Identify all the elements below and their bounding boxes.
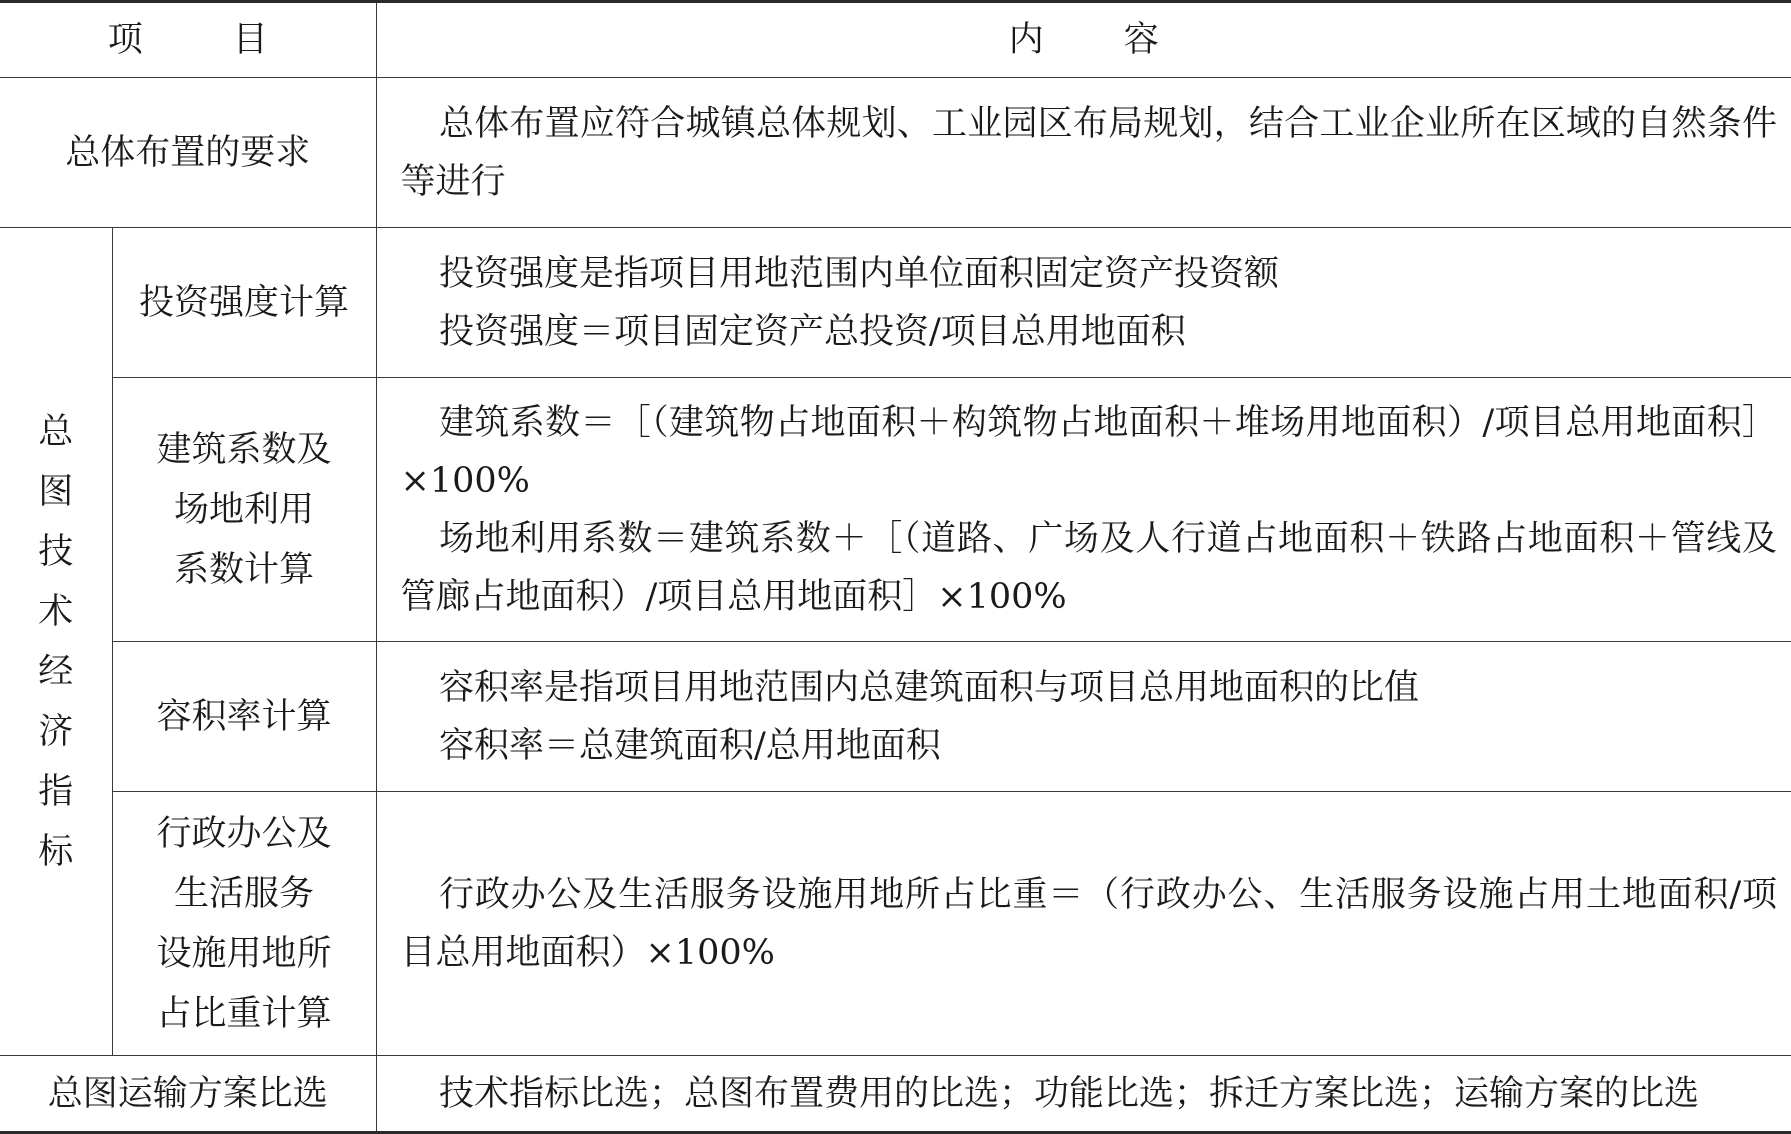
transport-content: 技术指标比选；总图布置费用的比选；功能比选；拆迁方案比选；运输方案的比选	[439, 1073, 1700, 1114]
plot-ratio-label: 容积率计算	[112, 642, 376, 792]
header-content-char-2: 容	[1123, 20, 1159, 60]
investment-label: 投资强度计算	[112, 228, 376, 378]
table-row-transport	[0, 1056, 1791, 1133]
site-utilization-formula: 场地利用系数＝建筑系数＋［（道路、广场及人行道占地面积＋铁路占地面积＋管线及管廊占地面积）/项目总用地面积］×100%	[400, 518, 1777, 617]
admin-label-line: 占比重计算	[156, 993, 332, 1034]
building-coefficient-formula: 建筑系数＝［（建筑物占地面积＋构筑物占地面积＋堆场用地面积）/项目总用地面积］×100%	[400, 402, 1777, 501]
admin-label-line: 行政办公及	[156, 813, 332, 854]
group-label-char: 指	[38, 771, 74, 812]
group-label-char: 标	[38, 831, 74, 872]
transport-content-cell	[376, 1056, 1791, 1133]
group-label-tech-economic	[0, 228, 112, 1056]
table-row-plot-ratio	[0, 642, 1791, 792]
header-item-cell	[0, 2, 376, 78]
table-row-building	[0, 378, 1791, 642]
general-label: 总体布置的要求	[0, 78, 376, 228]
building-label	[112, 378, 376, 642]
investment-formula: 投资强度＝项目固定资产总投资/项目总用地面积	[439, 311, 1186, 352]
investment-definition: 投资强度是指项目用地范围内单位面积固定资产投资额	[439, 253, 1280, 294]
group-label-char: 术	[38, 591, 74, 632]
plot-ratio-content-cell	[376, 642, 1791, 792]
admin-formula: 行政办公及生活服务设施用地所占比重＝（行政办公、生活服务设施占用土地面积/项目总用地面积）×100%	[400, 874, 1777, 973]
building-label-line: 场地利用	[173, 489, 314, 530]
plot-ratio-formula: 容积率＝总建筑面积/总用地面积	[439, 725, 941, 766]
building-label-line: 建筑系数及	[156, 429, 332, 470]
group-label-char: 总	[38, 411, 74, 452]
header-item-char-1: 项	[107, 20, 143, 60]
group-label-char: 济	[38, 711, 74, 752]
building-label-line: 系数计算	[173, 549, 314, 590]
plot-ratio-definition: 容积率是指项目用地范围内总建筑面积与项目总用地面积的比值	[439, 667, 1420, 708]
general-content: 总体布置应符合城镇总体规划、工业园区布局规划，结合工业企业所在区域的自然条件等进行	[400, 103, 1777, 202]
admin-label-line: 生活服务	[173, 873, 314, 914]
admin-label	[112, 792, 376, 1056]
investment-content-cell	[376, 228, 1791, 378]
header-content-cell	[376, 2, 1791, 78]
building-content-cell	[376, 378, 1791, 642]
general-content-cell	[376, 78, 1791, 228]
table-header-row	[0, 2, 1791, 78]
header-content-char-1: 内	[1008, 20, 1044, 60]
table-row-admin	[0, 792, 1791, 1056]
transport-label: 总图运输方案比选	[0, 1056, 376, 1133]
group-label-char: 经	[38, 651, 74, 692]
table-row-general	[0, 78, 1791, 228]
admin-content-cell	[376, 792, 1791, 1056]
admin-label-line: 设施用地所	[156, 933, 332, 974]
group-label-char: 技	[38, 531, 74, 572]
header-item-char-2: 目	[232, 20, 268, 60]
group-label-char: 图	[38, 471, 74, 512]
table-row-investment	[0, 228, 1791, 378]
